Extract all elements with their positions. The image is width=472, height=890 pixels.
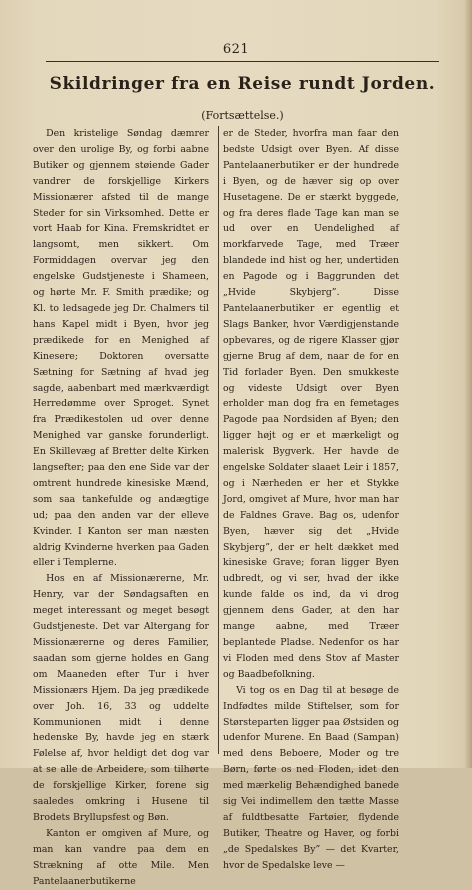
paragraph: Vi tog os en Dag til at besøge de Indfødtes milde Stiftelser, som for Størsteparten ligger paa Østsiden og udenfor Murene. En Baad (Sampan) med dens Beboere, Moder og tre Børn, førte os ned Floden, idet den med mærkelig Behændighed banede sig Vei indimellem den tætte Masse af fuldtbesatte Fartøier, flydende Butiker, Theatre og Haver, og forbi „de Spedalskes By” — det Kvarter, hvor de Spedalske leve — <box>223 684 399 871</box>
chapter-title: Skildringer fra en Reise rundt Jorden. <box>49 74 436 94</box>
paragraph: Kanton er omgiven af Mure, og man kan vandre paa dem en Strækning af otte Mile. Men Pantelaanerbutikerne <box>33 827 209 887</box>
paragraph: Hos en af Missionærerne, Mr. Henry, var der Søndagsaften en meget interessant og meget besøgt Gudstjeneste. Det var Altergang for Missionærerne og deres Familier, saadan som gjerne holdes en Gang om Maaneden efter Tur i hver Missionærs Hjem. Da jeg prædikede over Joh. 16, 33 og uddelte Kommunionen midt i denne hedenske By, havde jeg en stærk Følelse af, hvor heldigt det dog var at se alle de Arbeidere, som tilhørte de forskjellige Kirker, forene sig saaledes omkring i Husene til Brodets Bryllupsfest og Bøn. <box>33 573 209 823</box>
paragraph: er de Steder, hvorfra man faar den bedste Udsigt over Byen. Af disse Pantelaanerbutiker er der hundrede i Byen, og de hæver sig op over Husetagene. De er stærkt byggede, og fra deres flade Tage kan man se ud over en Uendelighed af morkfarvede Tage, med Træer blandede ind hist og her, undertiden en Pagode og i Baggrunden det „Hvide Skybjerg”. Disse Pantelaanerbutiker er egentlig et Slags Banker, hvor Værdigjenstande opbevares, og de rigere Klasser gjør gjerne Brug af dem, naar de for en Tid forlader Byen. Den smukkeste og videste Udsigt over Byen erholder man dog fra en femetages Pagode paa Nordsiden af Byen; den ligger højt og er et mærkeligt og malerisk Bygverk. Her havde de engelske Soldater slaaet Leir i 1857, og i Nærheden er her et Stykke Jord, omgivet af Mure, hvor man har de Faldnes Grave. Bag os, udenfor Byen, hæver sig det „Hvide Skybjerg”, der er helt dækket med kinesiske Grave; foran ligger Byen udbredt, og vi ser, hvad der ikke kunde falde os ind, da vi drog gjennem dens Gader, at den har mange aabne, med Træer beplantede Pladse. Nedenfor os har vi Floden med dens Stov af Master og Baadbefolkning. <box>223 128 399 680</box>
column-divider <box>218 126 219 754</box>
header-rule <box>46 61 439 62</box>
page-number: 621 <box>222 42 250 57</box>
continued-note: (Fortsættelse.) <box>201 109 284 122</box>
left-column <box>33 126 209 890</box>
right-column <box>223 126 399 874</box>
paragraph: Den kristelige Søndag dæmrer over den urolige By, og forbi aabne Butiker og gjennem støiende Gader vandrer de forskjellige Kirkers Missionærer afsted til de mange Steder for sin Virksomhed. Dette er vort Haab for Kina. Fremskridtet er langsomt, men sikkert. Om Formiddagen overvar jeg den engelske Gudstjeneste i Shameen, og hørte Mr. F. Smith prædike; og Kl. to ledsagede jeg Dr. Chalmers til hans Kapel midt i Byen, hvor jeg prædikede for en Menighed af Kinesere; Doktoren oversatte Sætning for Sætning af hvad jeg sagde, aabenbart med mærkværdigt Herredømme over Sproget. Synet fra Prædikestolen ud over denne Menighed var ganske forunderligt. En Skillevæg af Bretter delte Kirken langsefter; paa den ene Side var der omtrent hundrede kinesiske Mænd, som saa tankefulde og andægtige ud; paa den anden var der elleve Kvinder. I Kanton ser man næsten aldrig Kvinderne hverken paa Gaden eller i Templerne. <box>33 128 209 569</box>
